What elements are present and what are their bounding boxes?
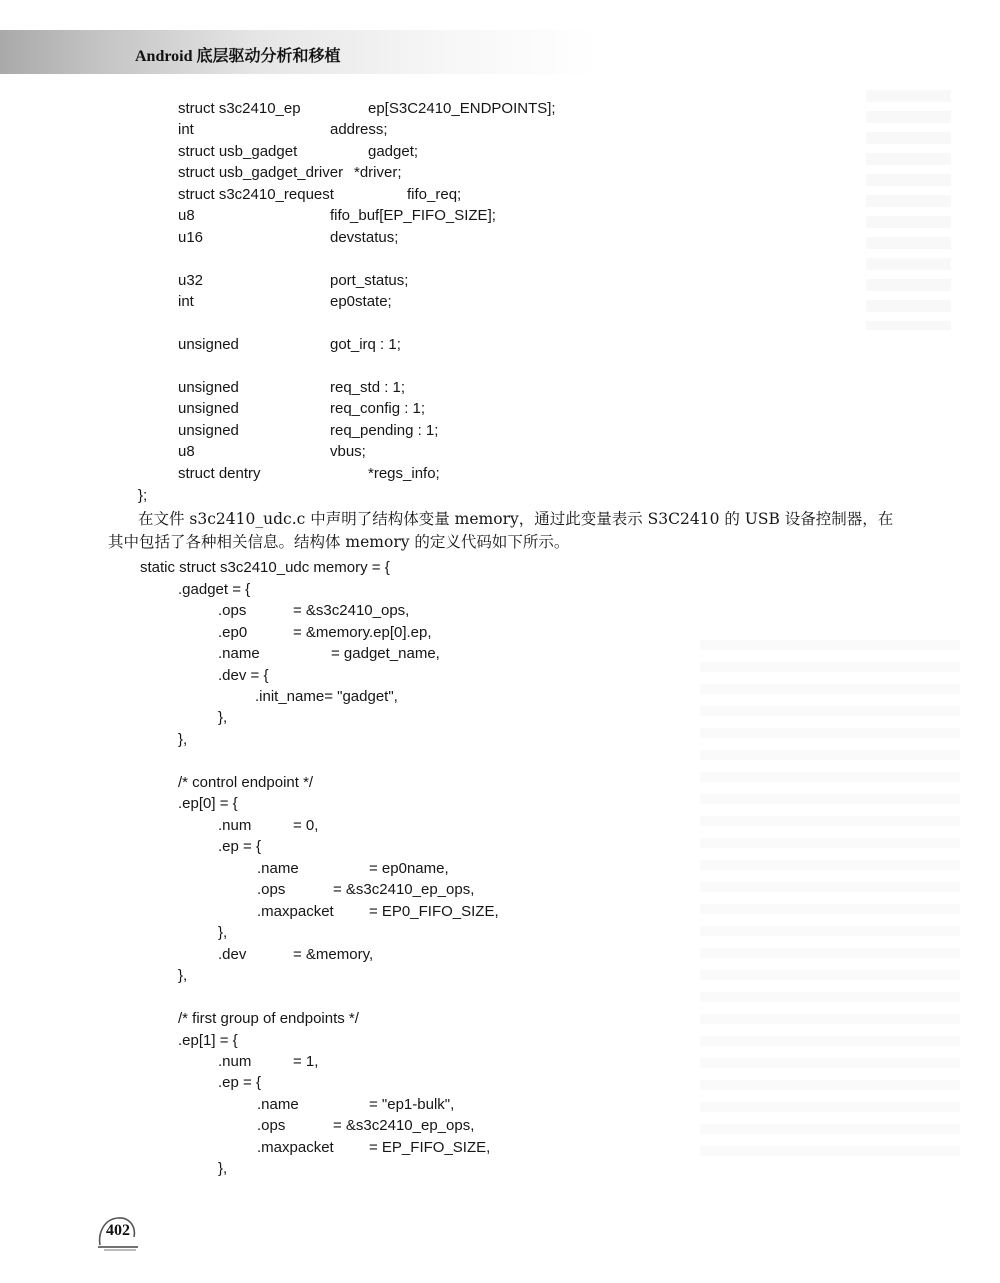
code-field: devstatus;	[330, 229, 399, 246]
code-field: req_std : 1;	[330, 379, 406, 396]
code-line: = &memory.ep[0].ep,	[293, 624, 432, 641]
code-line: .dev = {	[218, 667, 269, 684]
code-field: gadget;	[368, 143, 419, 160]
code-type: unsigned	[178, 379, 239, 396]
code-field: ep0state;	[330, 293, 392, 310]
code-line: .init_name= "gadget",	[255, 688, 398, 705]
code-line: .dev	[218, 946, 247, 963]
code-line: .name	[257, 860, 299, 877]
code-line: },	[218, 924, 228, 941]
code-type: struct s3c2410_ep	[178, 100, 301, 117]
code-line: },	[178, 731, 188, 748]
code-field: fifo_req;	[407, 186, 462, 203]
paragraph-line: 其中包括了各种相关信息。结构体 memory 的定义代码如下所示。	[108, 533, 570, 551]
code-type: struct s3c2410_request	[178, 186, 334, 203]
code-line: .maxpacket	[257, 1139, 334, 1156]
code-type: u8	[178, 207, 195, 224]
code-line: static struct s3c2410_udc memory = {	[140, 559, 390, 576]
code-line: = "ep1-bulk",	[369, 1096, 455, 1113]
code-line: .ep = {	[218, 838, 261, 855]
code-line: = &s3c2410_ops,	[293, 602, 410, 619]
code-field: req_pending : 1;	[330, 422, 439, 439]
code-closing-brace: };	[138, 487, 148, 504]
code-line: .gadget = {	[178, 581, 251, 598]
code-line: = ep0name,	[369, 860, 449, 877]
bleed-through-shading	[866, 90, 951, 330]
code-field: vbus;	[330, 443, 366, 460]
code-line: },	[178, 967, 188, 984]
code-line: = &s3c2410_ep_ops,	[333, 1117, 475, 1134]
bleed-through-shading	[700, 640, 960, 1160]
code-line: .num	[218, 817, 252, 834]
code-type: struct usb_gadget_driver	[178, 164, 344, 181]
code-field: port_status;	[330, 272, 409, 289]
code-line: .ops	[218, 602, 247, 619]
code-line: .ops	[257, 1117, 286, 1134]
code-line: },	[218, 1160, 228, 1177]
code-field: *regs_info;	[368, 465, 440, 482]
running-header-title: Android 底层驱动分析和移植	[135, 48, 341, 65]
code-line: },	[218, 709, 228, 726]
code-line: .maxpacket	[257, 903, 334, 920]
code-type: struct usb_gadget	[178, 143, 298, 160]
code-type: u8	[178, 443, 195, 460]
code-line: .ep[0] = {	[178, 795, 238, 812]
code-type: u32	[178, 272, 204, 289]
code-field: *driver;	[354, 164, 402, 181]
code-line: .ep[1] = {	[178, 1032, 238, 1049]
code-line: .ep = {	[218, 1074, 261, 1091]
page-number: 402	[106, 1222, 130, 1239]
code-line: .ep0	[218, 624, 248, 641]
code-line: .ops	[257, 881, 286, 898]
code-type: unsigned	[178, 336, 239, 353]
code-field: ep[S3C2410_ENDPOINTS];	[368, 100, 556, 117]
code-line: .name	[257, 1096, 299, 1113]
code-type: int	[178, 293, 194, 310]
code-line: = &s3c2410_ep_ops,	[333, 881, 475, 898]
code-type: struct dentry	[178, 465, 261, 482]
paragraph-line: 在文件 s3c2410_udc.c 中声明了结构体变量 memory，通过此变量表示 S3C2410 的 USB 设备控制器，在	[138, 510, 894, 528]
code-type: u16	[178, 229, 204, 246]
code-field: address;	[330, 121, 388, 138]
code-type: unsigned	[178, 400, 239, 417]
code-field: fifo_buf[EP_FIFO_SIZE];	[330, 207, 496, 224]
code-line: .num	[218, 1053, 252, 1070]
code-line: = gadget_name,	[331, 645, 440, 662]
code-line: = EP_FIFO_SIZE,	[369, 1139, 491, 1156]
code-comment: /* control endpoint */	[178, 774, 314, 791]
code-field: got_irq : 1;	[330, 336, 401, 353]
code-line: .name	[218, 645, 260, 662]
code-line: = 0,	[293, 817, 319, 834]
code-line: = 1,	[293, 1053, 319, 1070]
code-line: = &memory,	[293, 946, 374, 963]
code-field: req_config : 1;	[330, 400, 426, 417]
code-comment: /* first group of endpoints */	[178, 1010, 359, 1027]
code-type: int	[178, 121, 194, 138]
code-line: = EP0_FIFO_SIZE,	[369, 903, 499, 920]
code-type: unsigned	[178, 422, 239, 439]
